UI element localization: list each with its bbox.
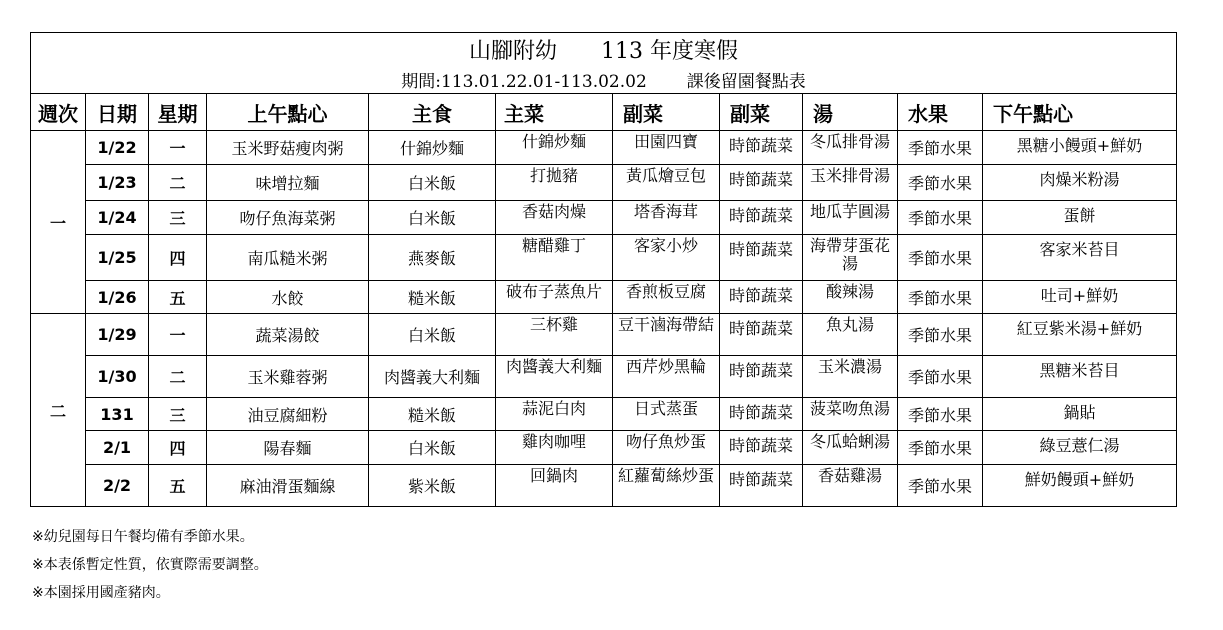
pm-snack-cell: 鮮奶饅頭+鮮奶 (983, 465, 1177, 507)
am-snack-cell: 水餃 (207, 281, 369, 314)
term-name: 113 年度寒假 (601, 38, 738, 64)
am-snack-cell: 南瓜糙米粥 (207, 235, 369, 281)
staple-cell: 白米飯 (369, 165, 496, 201)
soup-cell: 地瓜芋圓湯 (803, 201, 898, 235)
pm-snack-cell: 蛋餅 (983, 201, 1177, 235)
main-dish-cell: 什錦炒麵 (496, 131, 613, 165)
staple-cell: 白米飯 (369, 314, 496, 356)
menu-row (31, 201, 1177, 235)
soup-cell: 酸辣湯 (803, 281, 898, 314)
main-dish-cell: 肉醬義大利麵 (496, 356, 613, 398)
fruit-cell: 季節水果 (898, 235, 983, 281)
date-cell: 1/24 (86, 201, 149, 235)
am-snack-cell: 玉米雞蓉粥 (207, 356, 369, 398)
pm-snack-cell: 吐司+鮮奶 (983, 281, 1177, 314)
fruit-cell: 季節水果 (898, 356, 983, 398)
side-dish-cell: 黃瓜燴豆包 (613, 165, 720, 201)
menu-row (31, 165, 1177, 201)
weekday-cell: 一 (149, 131, 207, 165)
header-date: 日期 (86, 94, 149, 131)
date-cell: 1/26 (86, 281, 149, 314)
weekday-cell: 一 (149, 314, 207, 356)
weekday-cell: 三 (149, 201, 207, 235)
menu-row (31, 314, 1177, 356)
weekday-cell: 二 (149, 356, 207, 398)
date-cell: 1/22 (86, 131, 149, 165)
staple-cell: 紫米飯 (369, 465, 496, 507)
menu-row (31, 235, 1177, 281)
date-cell: 131 (86, 398, 149, 431)
side-dish-cell: 吻仔魚炒蛋 (613, 431, 720, 465)
date-cell: 2/1 (86, 431, 149, 465)
soup-cell: 玉米排骨湯 (803, 165, 898, 201)
header-am-snack: 上午點心 (207, 94, 369, 131)
main-dish-cell: 糖醋雞丁 (496, 235, 613, 281)
fruit-cell: 季節水果 (898, 281, 983, 314)
period-text: 期間:113.01.22.01-113.02.02 (401, 71, 647, 92)
header-pm-snack: 下午點心 (983, 94, 1177, 131)
pm-snack-cell: 肉燥米粉湯 (983, 165, 1177, 201)
weekday-cell: 五 (149, 465, 207, 507)
menu-table (30, 32, 1177, 507)
weekday-cell: 四 (149, 431, 207, 465)
vegetable-cell: 時節蔬菜 (720, 165, 803, 201)
school-name: 山腳附幼 (468, 38, 557, 64)
staple-cell: 肉醬義大利麵 (369, 356, 496, 398)
side-dish-cell: 塔香海茸 (613, 201, 720, 235)
note-3: ※本園採用國產豬肉。 (32, 585, 170, 601)
weekday-cell: 四 (149, 235, 207, 281)
am-snack-cell: 蔬菜湯餃 (207, 314, 369, 356)
vegetable-cell: 時節蔬菜 (720, 356, 803, 398)
main-dish-cell: 打拋豬 (496, 165, 613, 201)
date-cell: 1/25 (86, 235, 149, 281)
staple-cell: 燕麥飯 (369, 235, 496, 281)
vegetable-cell: 時節蔬菜 (720, 465, 803, 507)
menu-row (31, 356, 1177, 398)
pm-snack-cell: 綠豆薏仁湯 (983, 431, 1177, 465)
am-snack-cell: 陽春麵 (207, 431, 369, 465)
pm-snack-cell: 黑糖米苔目 (983, 356, 1177, 398)
soup-cell: 魚丸湯 (803, 314, 898, 356)
header-side-dish: 副菜 (613, 94, 720, 131)
staple-cell: 糙米飯 (369, 398, 496, 431)
header-fruit: 水果 (898, 94, 983, 131)
fruit-cell: 季節水果 (898, 465, 983, 507)
fruit-cell: 季節水果 (898, 201, 983, 235)
sheet-name: 課後留園餐點表 (686, 71, 806, 92)
am-snack-cell: 玉米野菇瘦肉粥 (207, 131, 369, 165)
week-label: 二 (31, 314, 86, 507)
page-subtitle (31, 65, 1177, 94)
menu-row (31, 465, 1177, 507)
date-cell: 1/23 (86, 165, 149, 201)
pm-snack-cell: 鍋貼 (983, 398, 1177, 431)
note-2: ※本表係暫定性質，依實際需要調整。 (32, 557, 268, 573)
vegetable-cell: 時節蔬菜 (720, 431, 803, 465)
fruit-cell: 季節水果 (898, 314, 983, 356)
date-cell: 1/29 (86, 314, 149, 356)
vegetable-cell: 時節蔬菜 (720, 398, 803, 431)
header-row (31, 94, 1177, 131)
side-dish-cell: 豆干滷海帶結 (613, 314, 720, 356)
main-dish-cell: 三杯雞 (496, 314, 613, 356)
header-staple: 主食 (369, 94, 496, 131)
weekday-cell: 三 (149, 398, 207, 431)
fruit-cell: 季節水果 (898, 165, 983, 201)
soup-cell: 冬瓜蛤蜊湯 (803, 431, 898, 465)
pm-snack-cell: 黑糖小饅頭+鮮奶 (983, 131, 1177, 165)
main-dish-cell: 破布子蒸魚片 (496, 281, 613, 314)
vegetable-cell: 時節蔬菜 (720, 314, 803, 356)
soup-cell: 菠菜吻魚湯 (803, 398, 898, 431)
staple-cell: 白米飯 (369, 201, 496, 235)
staple-cell: 白米飯 (369, 431, 496, 465)
side-dish-cell: 客家小炒 (613, 235, 720, 281)
vegetable-cell: 時節蔬菜 (720, 131, 803, 165)
am-snack-cell: 麻油滑蛋麵線 (207, 465, 369, 507)
header-week: 週次 (31, 94, 86, 131)
menu-row (31, 281, 1177, 314)
header-soup: 湯 (803, 94, 898, 131)
vegetable-cell: 時節蔬菜 (720, 281, 803, 314)
main-dish-cell: 回鍋肉 (496, 465, 613, 507)
main-dish-cell: 蒜泥白肉 (496, 398, 613, 431)
side-dish-cell: 香煎板豆腐 (613, 281, 720, 314)
notes (32, 527, 268, 611)
side-dish-cell: 西芹炒黑輪 (613, 356, 720, 398)
date-cell: 2/2 (86, 465, 149, 507)
header-vegetable: 副菜 (720, 94, 803, 131)
vegetable-cell: 時節蔬菜 (720, 235, 803, 281)
soup-cell: 海帶芽蛋花湯 (803, 235, 898, 281)
menu-row (31, 431, 1177, 465)
side-dish-cell: 田園四寶 (613, 131, 720, 165)
menu-sheet (30, 32, 1176, 507)
page-title (31, 33, 1177, 66)
side-dish-cell: 日式蒸蛋 (613, 398, 720, 431)
main-dish-cell: 香菇肉燥 (496, 201, 613, 235)
fruit-cell: 季節水果 (898, 131, 983, 165)
am-snack-cell: 油豆腐細粉 (207, 398, 369, 431)
soup-cell: 香菇雞湯 (803, 465, 898, 507)
header-weekday: 星期 (149, 94, 207, 131)
fruit-cell: 季節水果 (898, 431, 983, 465)
vegetable-cell: 時節蔬菜 (720, 201, 803, 235)
staple-cell: 糙米飯 (369, 281, 496, 314)
pm-snack-cell: 客家米苔目 (983, 235, 1177, 281)
weekday-cell: 五 (149, 281, 207, 314)
header-main-dish: 主菜 (496, 94, 613, 131)
week-label: 一 (31, 131, 86, 314)
menu-row (31, 131, 1177, 165)
staple-cell: 什錦炒麵 (369, 131, 496, 165)
pm-snack-cell: 紅豆紫米湯+鮮奶 (983, 314, 1177, 356)
soup-cell: 玉米濃湯 (803, 356, 898, 398)
soup-cell: 冬瓜排骨湯 (803, 131, 898, 165)
am-snack-cell: 味增拉麵 (207, 165, 369, 201)
note-1: ※幼兒園每日午餐均備有季節水果。 (32, 529, 254, 545)
fruit-cell: 季節水果 (898, 398, 983, 431)
weekday-cell: 二 (149, 165, 207, 201)
menu-row (31, 398, 1177, 431)
main-dish-cell: 雞肉咖哩 (496, 431, 613, 465)
am-snack-cell: 吻仔魚海菜粥 (207, 201, 369, 235)
date-cell: 1/30 (86, 356, 149, 398)
side-dish-cell: 紅蘿蔔絲炒蛋 (613, 465, 720, 507)
